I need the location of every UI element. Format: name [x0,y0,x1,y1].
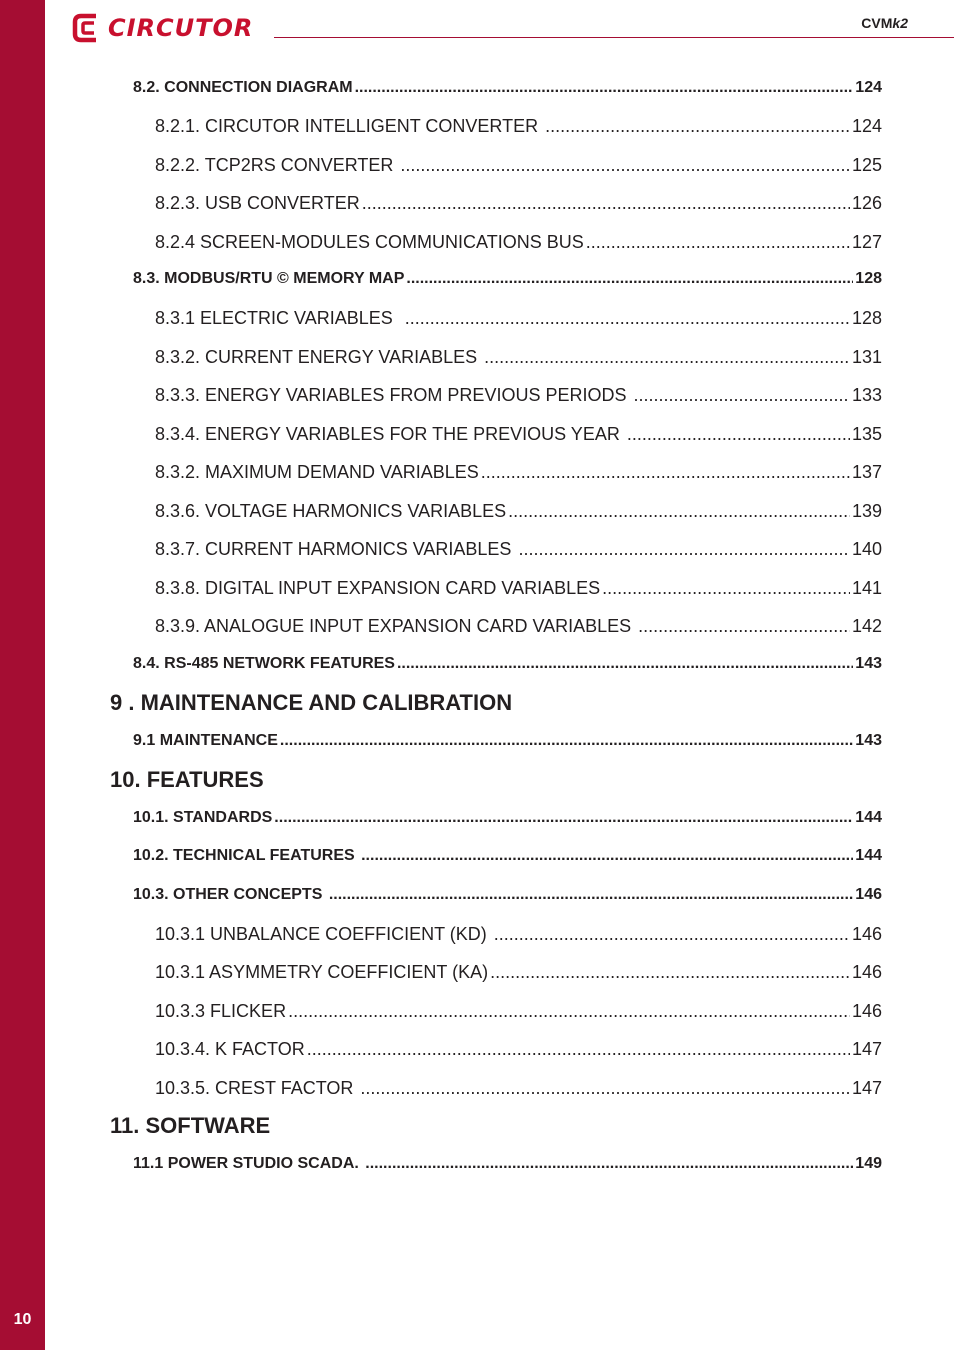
toc-entry-title: 10.1. STANDARDS [133,809,273,826]
toc-entry-page: 137 [851,462,882,482]
toc-entry-title: 8.3.6. VOLTAGE HARMONICS VARIABLES [155,501,507,521]
toc-leader [365,1155,853,1173]
product-code-prefix: CVM [861,15,893,31]
toc-entry-title: 10.3.4. K FACTOR [155,1039,305,1059]
toc-entry-title: 11.1 POWER STUDIO SCADA. [133,1155,364,1172]
toc-leader [518,539,850,560]
toc-entry-page: 146 [851,924,882,944]
toc-leader [627,424,850,445]
toc-entry-page: 146 [851,962,882,982]
toc-entry[interactable] [155,1078,882,1100]
toc-chapter-heading[interactable]: 9 . MAINTENANCE AND CALIBRATION [110,690,513,715]
toc-entry-page: 144 [855,847,882,864]
toc-leader [490,962,850,983]
toc-leader [361,847,853,865]
toc-entry-title: 8.2.1. CIRCUTOR INTELLIGENT CONVERTER [155,116,544,136]
toc-entry-title: 8.2. CONNECTION DIAGRAM [133,79,353,96]
toc-leader [638,616,850,637]
toc-leader [329,886,853,904]
toc-entry-title: 8.3.4. ENERGY VARIABLES FOR THE PREVIOUS YEAR [155,424,625,444]
toc-leader [280,732,853,750]
toc-entry[interactable] [155,1001,882,1023]
toc-entry-title: 10.3.3 FLICKER [155,1001,287,1021]
circutor-logo-icon [72,12,102,44]
toc-entry[interactable] [155,578,882,600]
toc-leader [602,578,850,599]
toc-entry[interactable] [155,962,882,984]
toc-leader [586,232,850,253]
toc-entry-page: 128 [851,308,882,328]
toc-entry-page: 125 [851,155,882,175]
toc-entry-page: 124 [851,116,882,136]
toc-leader [274,809,853,827]
toc-entry[interactable] [155,193,882,215]
toc-entry[interactable] [155,424,882,446]
toc-entry-title: 8.4. RS-485 NETWORK FEATURES [133,655,395,672]
toc-entry-title: 9.1 MAINTENANCE [133,732,278,749]
toc-entry-page: 127 [851,232,882,252]
toc-leader [484,347,850,368]
toc-entry[interactable] [133,655,882,677]
toc-entry[interactable] [133,1155,882,1177]
toc-leader [400,155,850,176]
toc-entry-title: 10.2. TECHNICAL FEATURES [133,847,360,864]
toc-entry-title: 10.3.1 UNBALANCE COEFFICIENT (KD) [155,924,492,944]
toc-leader [307,1039,850,1060]
toc-leader [481,462,850,483]
toc-entry[interactable] [133,79,882,101]
toc-leader [355,79,854,97]
toc-entry-title: 8.3.2. MAXIMUM DEMAND VARIABLES [155,462,479,482]
toc-entry-page: 140 [851,539,882,559]
toc-entry-page: 147 [851,1078,882,1098]
toc-entry-page: 124 [855,79,882,96]
toc-entry-page: 146 [855,886,882,903]
toc-entry[interactable] [155,616,882,638]
product-code [861,15,908,31]
toc-entry-page: 142 [851,616,882,636]
toc-entry-title: 8.2.4 SCREEN-MODULES COMMUNICATIONS BUS [155,232,584,252]
page-side-band [0,0,45,1350]
toc-entry-title: 10.3. OTHER CONCEPTS [133,886,327,903]
toc-leader [362,193,850,214]
toc-entry[interactable] [155,155,882,177]
toc-entry-title: 8.3.2. CURRENT ENERGY VARIABLES [155,347,483,367]
toc-entry[interactable] [155,347,882,369]
toc-leader [508,501,850,522]
toc-entry[interactable] [133,809,882,831]
toc-entry-title: 10.3.5. CREST FACTOR [155,1078,359,1098]
toc-entry-page: 149 [855,1155,882,1172]
toc-leader [360,1078,850,1099]
toc-entry-title: 8.3.9. ANALOGUE INPUT EXPANSION CARD VARIABLES [155,616,637,636]
toc-entry[interactable] [155,232,882,254]
toc-entry-page: 146 [851,1001,882,1021]
toc-entry-page: 143 [855,655,882,672]
toc-entry-title: 8.3. MODBUS/RTU © MEMORY MAP [133,270,405,287]
toc-entry[interactable] [133,270,882,292]
toc-entry-page: 133 [851,385,882,405]
toc-entry[interactable] [133,847,882,869]
toc-entry[interactable] [155,501,882,523]
toc-entry-page: 139 [851,501,882,521]
toc-entry-page: 135 [851,424,882,444]
product-code-suffix: k2 [892,15,908,31]
circutor-logo [72,12,253,44]
toc-entry-page: 131 [851,347,882,367]
toc-entry-title: 8.3.7. CURRENT HARMONICS VARIABLES [155,539,517,559]
toc-entry[interactable] [133,886,882,908]
brand-name: CIRCUTOR [108,14,254,42]
toc-entry[interactable] [133,732,882,754]
toc-entry-page: 143 [855,732,882,749]
toc-entry[interactable] [155,924,882,946]
toc-entry-page: 144 [855,809,882,826]
toc-entry-page: 141 [851,578,882,598]
toc-entry[interactable] [155,308,882,330]
toc-leader [397,655,853,673]
page-number: 10 [13,1311,32,1328]
toc-entry[interactable] [155,116,882,138]
toc-entry[interactable] [155,1039,882,1061]
toc-leader [405,308,850,329]
header-rule [274,37,954,38]
toc-leader [288,1001,850,1022]
toc-chapter-heading[interactable]: 10. FEATURES [110,767,264,792]
toc-entry-title: 8.2.3. USB CONVERTER [155,193,360,213]
toc-leader [633,385,849,406]
toc-leader [545,116,850,137]
toc-leader [406,270,853,288]
toc-entry-title: 8.2.2. TCP2RS CONVERTER [155,155,399,175]
toc-chapter-heading[interactable]: 11. SOFTWARE [110,1113,271,1138]
toc-entry-page: 147 [851,1039,882,1059]
toc-entry[interactable] [155,462,882,484]
toc-entry-title: 8.3.1 ELECTRIC VARIABLES [155,308,403,328]
toc-entry[interactable] [155,539,882,561]
toc-entry-page: 128 [855,270,882,287]
toc-leader [494,924,850,945]
toc-entry[interactable] [155,385,882,407]
toc-entry-title: 8.3.8. DIGITAL INPUT EXPANSION CARD VARIABLES [155,578,601,598]
toc-entry-title: 8.3.3. ENERGY VARIABLES FROM PREVIOUS PERIODS [155,385,632,405]
toc-entry-title: 10.3.1 ASYMMETRY COEFFICIENT (KA) [155,962,489,982]
toc-entry-page: 126 [851,193,882,213]
